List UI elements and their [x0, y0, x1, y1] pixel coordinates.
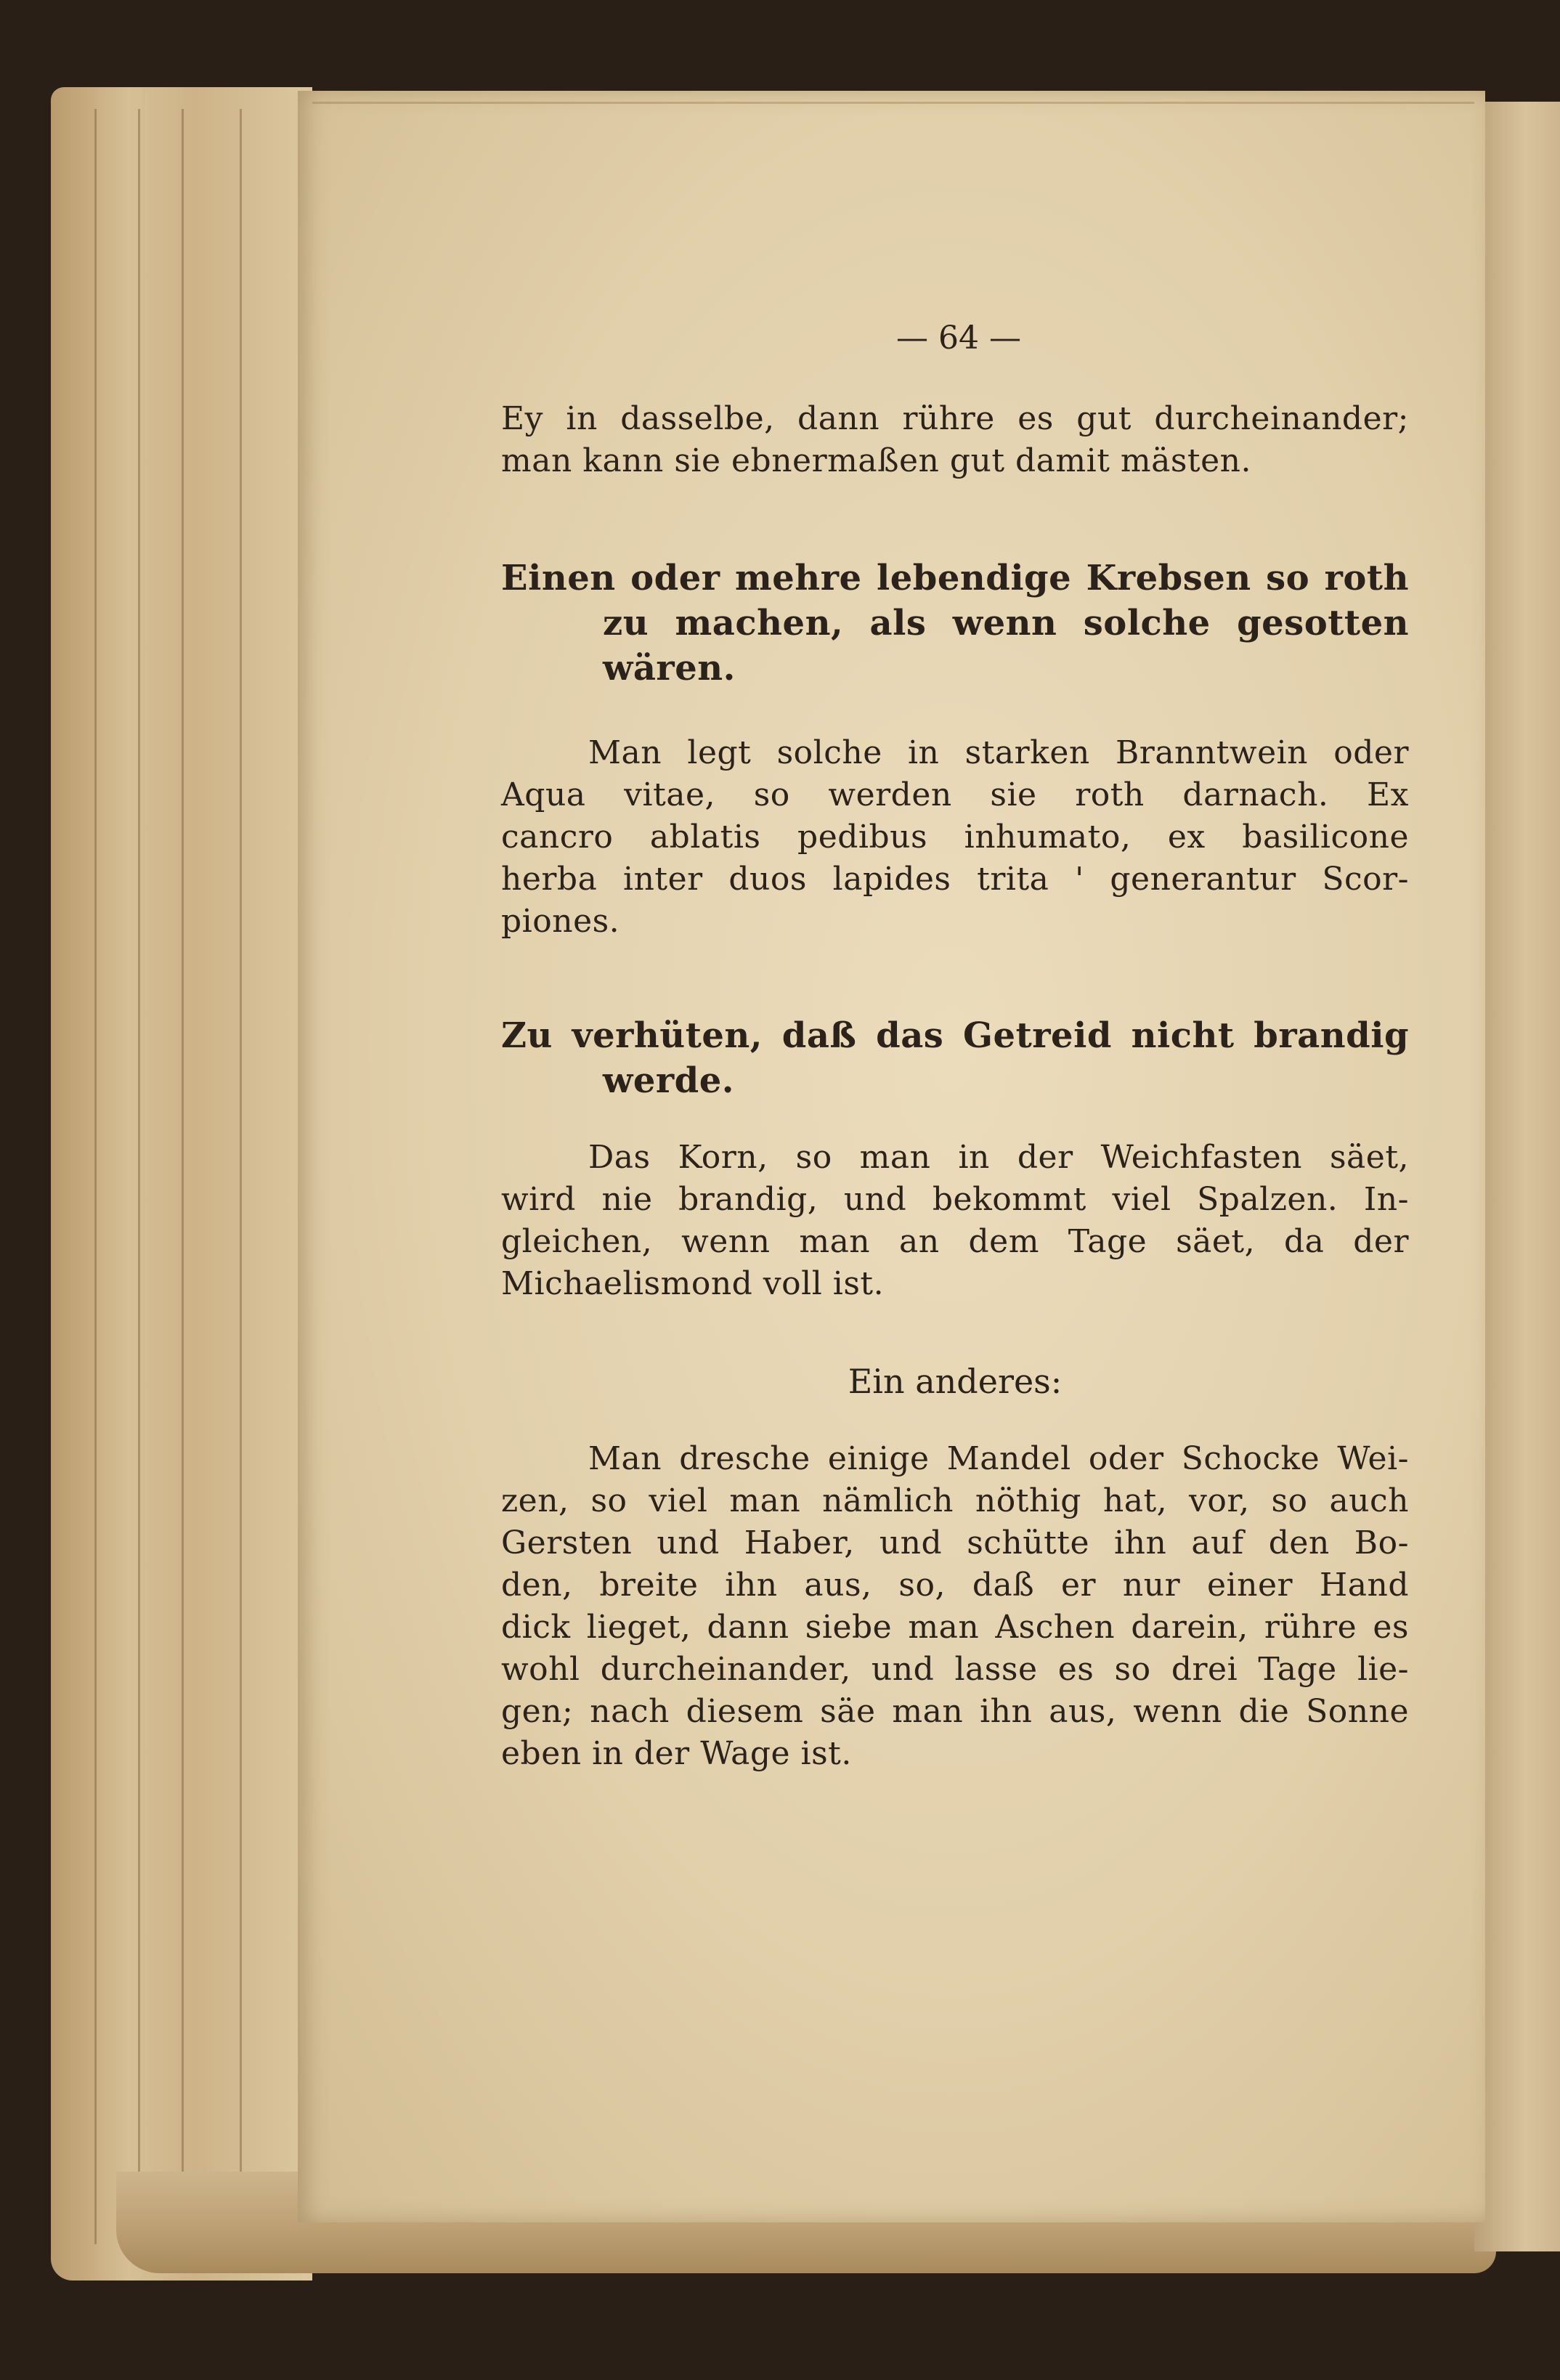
text-line: wohl durcheinander, und lasse es so drei Tage lie- [501, 1651, 1409, 1688]
text-line: gen; nach diesem säe man ihn aus, wenn die Sonne [501, 1693, 1409, 1730]
text-line: dick lieget, dann siebe man Aschen darein, rühre es [501, 1609, 1409, 1646]
text-line: den, breite ihn aus, so, daß er nur einer Hand [501, 1567, 1409, 1604]
text-line: man kann sie ebnermaßen gut damit mästen. [501, 442, 1251, 479]
section-body-krebsen [501, 732, 1409, 943]
section-heading-anderes: Ein anderes: [848, 1362, 1063, 1401]
continuation-paragraph [501, 398, 1409, 482]
heading-line: Zu verhüten, daß das Getreid nicht brandig [501, 1015, 1409, 1056]
text-line: wird nie brandig, und bekommt viel Spalzen. In- [501, 1181, 1409, 1218]
text-line: Ey in dasselbe, dann rühre es gut durcheinander; [501, 400, 1409, 437]
text-line: herba inter duos lapides trita ' generantur Scor- [501, 861, 1409, 898]
text-line: gleichen, wenn man an dem Tage säet, da der [501, 1223, 1409, 1260]
text-line: Gersten und Haber, und schütte ihn auf den Bo- [501, 1524, 1409, 1561]
page-top-edge [312, 102, 1474, 104]
text-line: Michaelismond voll ist. [501, 1265, 885, 1302]
section-heading-krebsen [501, 556, 1409, 691]
page-stack-line [182, 109, 184, 2244]
heading-line: Einen oder mehre lebendige Krebsen so roth [501, 558, 1409, 598]
heading-line: werde. [603, 1060, 734, 1101]
text-line: Man dresche einige Mandel oder Schocke Wei- [588, 1440, 1409, 1477]
text-line: Man legt solche in starken Branntwein oder [588, 734, 1409, 771]
section-body-anderes [501, 1438, 1409, 1775]
text-line: eben in der Wage ist. [501, 1735, 852, 1772]
page-number: — 64 — [896, 320, 1021, 357]
facing-page-edge [1474, 102, 1560, 2251]
page-stack-line [94, 109, 97, 2244]
text-line: zen, so viel man nämlich nöthig hat, vor, so auch [501, 1482, 1409, 1519]
section-body-getreid [501, 1137, 1409, 1305]
text-line: Aqua vitae, so werden sie roth darnach. Ex [501, 776, 1409, 813]
page-stack-line [138, 109, 140, 2244]
heading-line: zu machen, als wenn solche gesotten [603, 603, 1409, 643]
heading-line: wären. [603, 648, 736, 689]
text-line: Das Korn, so man in der Weichfasten säet, [588, 1139, 1409, 1176]
section-heading-getreid [501, 1013, 1409, 1103]
page-stack-line [240, 109, 242, 2244]
text-line: cancro ablatis pedibus inhumato, ex basilicone [501, 819, 1409, 856]
text-line: piones. [501, 903, 620, 940]
